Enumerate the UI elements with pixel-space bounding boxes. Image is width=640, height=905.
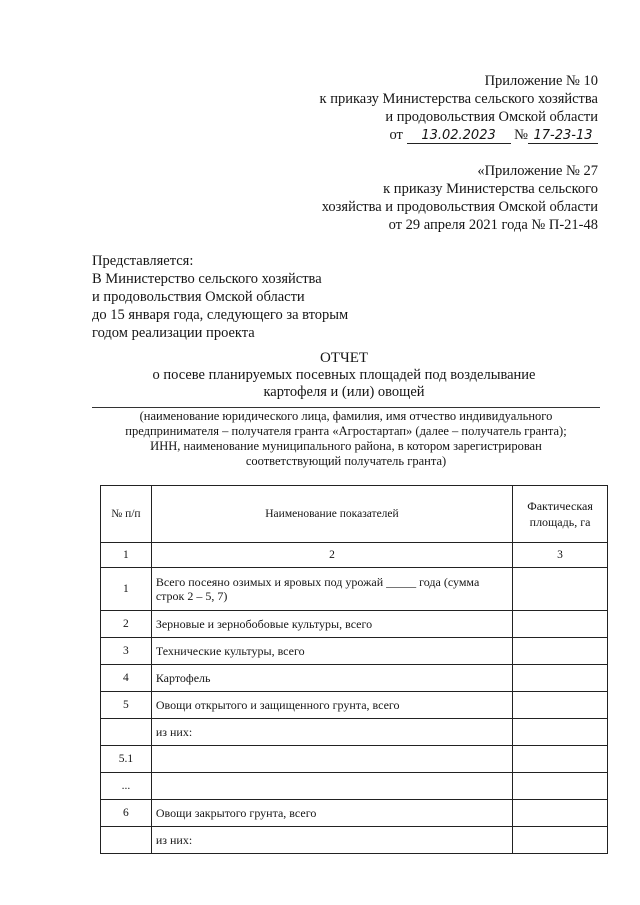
row-name (151, 773, 512, 800)
report-subtitle-line-1: о посеве планируемых посевных площадей под возделывание (152, 367, 536, 383)
row-name (151, 746, 512, 773)
table-row (101, 611, 608, 638)
caption-line-3: ИНН, наименование муниципального района, в котором зарегистрирован (150, 439, 542, 453)
row-num (101, 827, 152, 854)
table-row (101, 568, 608, 611)
row-name: Овощи открытого и защищенного грунта, всего (151, 692, 512, 719)
indicators-table (100, 485, 608, 854)
appendix-from-label: от (389, 127, 403, 143)
table-row (101, 746, 608, 773)
table-row (101, 800, 608, 827)
row-value (513, 665, 608, 692)
report-title: ОТЧЕТ (319, 350, 369, 366)
row-value (513, 773, 608, 800)
appendix-number-handwritten: 17-23-13 (528, 128, 598, 144)
row-name: Технические культуры, всего (151, 638, 512, 665)
row-value (513, 692, 608, 719)
row-value (513, 800, 608, 827)
row-num: 5 (101, 692, 152, 719)
submit-line-2: В Министерство сельского хозяйства (92, 271, 322, 287)
caption-line-1: (наименование юридического лица, фамилия, имя отчество индивидуального (139, 409, 553, 423)
caption-line-2: предпринимателя – получателя гранта «Агростартап» (далее – получатель гранта); (125, 424, 567, 438)
index-value: 3 (513, 543, 608, 568)
recipient-fill-line (92, 407, 600, 408)
row-name: Картофель (151, 665, 512, 692)
row-value (513, 719, 608, 746)
report-subtitle-line-2: картофеля и (или) овощей (263, 384, 425, 400)
header-value: Фактическая площадь, га (513, 486, 608, 543)
caption-line-4: соответствующий получатель гранта) (245, 454, 447, 468)
table-row (101, 719, 608, 746)
submit-line-3: и продовольствия Омской области (92, 289, 305, 305)
index-name: 2 (151, 543, 512, 568)
row-num: 1 (101, 568, 152, 611)
row-name: Всего посеяно озимых и яровых под урожай _____ года (сумма строк 2 – 5, 7) (151, 568, 512, 611)
row-name: Зерновые и зернобобовые культуры, всего (151, 611, 512, 638)
row-value (513, 827, 608, 854)
row-num: 3 (101, 638, 152, 665)
appendix-date-line (390, 126, 599, 144)
table-row (101, 827, 608, 854)
header-num: № п/п (101, 486, 152, 543)
original-appendix-line-2: к приказу Министерства сельского (383, 181, 598, 197)
row-num: 2 (101, 611, 152, 638)
table-row (101, 638, 608, 665)
row-num (101, 719, 152, 746)
original-appendix-line-1: «Приложение № 27 (477, 163, 598, 179)
table-row (101, 773, 608, 800)
row-value (513, 568, 608, 611)
original-appendix-line-4: от 29 апреля 2021 года № П-21-48 (388, 217, 598, 233)
table-header-row (101, 486, 608, 543)
submit-line-1: Представляется: (92, 253, 194, 269)
submit-line-5: годом реализации проекта (92, 325, 255, 341)
row-num: 4 (101, 665, 152, 692)
row-num: 6 (101, 800, 152, 827)
index-num: 1 (101, 543, 152, 568)
row-value (513, 638, 608, 665)
appendix-date-handwritten: 13.02.2023 (407, 128, 511, 144)
appendix-line-3: и продовольствия Омской области (385, 109, 598, 125)
recipient-caption (92, 409, 600, 469)
row-name: из них: (151, 827, 512, 854)
table-row (101, 692, 608, 719)
row-num: 5.1 (101, 746, 152, 773)
appendix-number-label: № (514, 127, 528, 143)
row-name: из них: (151, 719, 512, 746)
table-row (101, 665, 608, 692)
row-num: ... (101, 773, 152, 800)
table-index-row (101, 543, 608, 568)
row-value (513, 611, 608, 638)
appendix-line-1: Приложение № 10 (484, 73, 598, 89)
appendix-line-2: к приказу Министерства сельского хозяйства (319, 91, 598, 107)
submit-line-4: до 15 января года, следующего за вторым (92, 307, 349, 323)
header-name: Наименование показателей (151, 486, 512, 543)
row-name: Овощи закрытого грунта, всего (151, 800, 512, 827)
row-value (513, 746, 608, 773)
original-appendix-line-3: хозяйства и продовольствия Омской области (321, 199, 598, 215)
